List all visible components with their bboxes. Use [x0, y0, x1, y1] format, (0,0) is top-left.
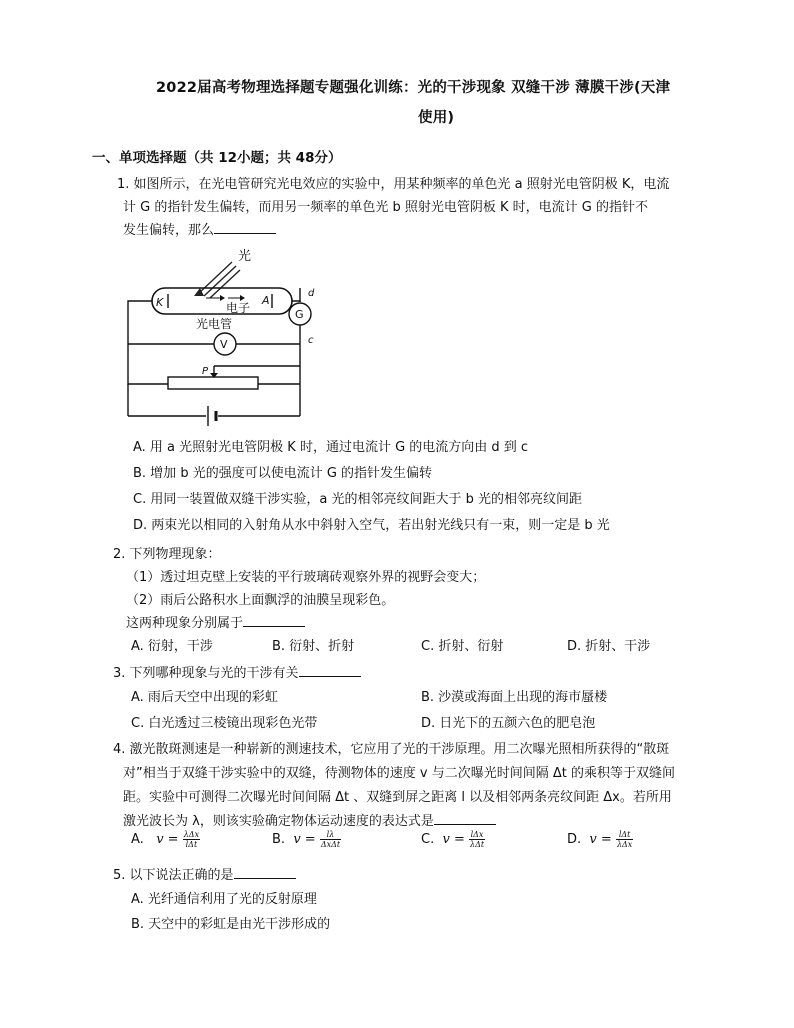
q4-option-d[interactable]: D. v = $\frac{\text{lΔt}}{\text{λΔx}}$	[567, 830, 633, 849]
q2-option-b[interactable]: B. 衍射、折射	[272, 639, 355, 654]
electron-label: 电子	[226, 301, 251, 315]
point-c-label: c	[308, 335, 314, 346]
q2-option-d[interactable]: D. 折射、干涉	[567, 639, 651, 654]
q2-question: 这两种现象分别属于	[126, 612, 305, 631]
q1-stem-line1: 1. 如图所示，在光电管研究光电效应的实验中，用某种频率的单色光 a 照射光电管阴极 K，电流	[117, 177, 670, 192]
q3-option-a[interactable]: A. 雨后天空中出现的彩虹	[131, 690, 278, 705]
q4-option-b[interactable]: B. v = $\frac{l\lambda}{\text{ΔxΔt}}$	[272, 830, 341, 849]
q5-option-b[interactable]: B. 天空中的彩虹是由光干涉形成的	[131, 917, 331, 932]
q1-stem-line3: 发生偏转，那么	[123, 219, 276, 238]
q2-item-1: （1）透过坦克壁上安装的平行玻璃砖观察外界的视野会变大；	[126, 570, 486, 585]
voltmeter-label: V	[220, 338, 228, 351]
answer-blank	[434, 812, 496, 825]
photoelectric-circuit-figure	[124, 240, 324, 430]
phototube-label: 光电管	[196, 317, 233, 331]
q1-stem-line2: 计 G 的指针发生偏转，而用另一频率的单色光 b 照射光电管阴板 K 时，电流计 G 的指针不	[123, 200, 648, 215]
answer-blank	[214, 221, 276, 234]
q3-stem: 3. 下列哪种现象与光的干涉有关	[113, 662, 361, 681]
q1-option-d[interactable]: D. 两束光以相同的入射角从水中斜射入空气，若出射光线只有一束，则一定是 b 光	[133, 518, 610, 533]
q4-stem-line4: 激光波长为 λ，则该实验确定物体运动速度的表达式是	[123, 810, 496, 829]
slider-p-label: P	[202, 366, 209, 377]
q4-stem-line2: 对”相当于双缝干涉实验中的双缝，待测物体的速度 v 与二次曝光时间间隔 Δt 的乘积等于双缝间	[123, 766, 675, 781]
q4-stem-line3: 距。实验中可测得二次曝光时间间隔 Δt 、双缝到屏之距离 l 以及相邻两条亮纹间距 Δx。若所用	[123, 790, 672, 805]
q5-option-a[interactable]: A. 光纤通信利用了光的反射原理	[131, 892, 317, 907]
q1-option-c[interactable]: C. 用同一装置做双缝干涉实验，a 光的相邻亮纹间距大于 b 光的相邻亮纹间距	[133, 492, 582, 507]
q3-option-d[interactable]: D. 日光下的五颜六色的肥皂泡	[421, 716, 596, 731]
fraction: $\frac{\text{λΔx}}{\text{lΔt}}$	[183, 830, 200, 849]
page-title: 2022届高考物理选择题专题强化训练：光的干涉现象 双缝干涉 薄膜干涉(天津	[156, 80, 671, 96]
answer-blank	[299, 664, 361, 677]
q5-stem: 5. 以下说法正确的是	[113, 864, 296, 883]
answer-blank	[234, 866, 296, 879]
point-d-label: d	[308, 288, 315, 299]
galvanometer-label: G	[295, 308, 304, 321]
q2-item-2: （2）雨后公路积水上面飘浮的油膜呈现彩色。	[126, 593, 395, 608]
page-title-continued: 使用)	[418, 110, 455, 126]
q2-option-a[interactable]: A. 衍射，干涉	[131, 639, 213, 654]
q1-option-a[interactable]: A. 用 a 光照射光电管阴极 K 时，通过电流计 G 的电流方向由 d 到 c	[133, 440, 529, 455]
fraction: $\frac{l\lambda}{\text{ΔxΔt}}$	[320, 830, 341, 849]
q1-option-b[interactable]: B. 增加 b 光的强度可以使电流计 G 的指针发生偏转	[133, 466, 433, 481]
fraction: $\frac{\text{lΔx}}{\text{λΔt}}$	[470, 830, 485, 849]
q3-option-b[interactable]: B. 沙漠或海面上出现的海市蜃楼	[421, 690, 608, 705]
q2-stem: 2. 下列物理现象：	[113, 547, 221, 562]
cathode-label: K	[156, 296, 164, 309]
rheostat	[168, 377, 258, 389]
section-heading: 一、单项选择题（共 12小题；共 48分）	[92, 150, 342, 166]
q4-option-a[interactable]: A. v = $\frac{\text{λΔx}}{\text{lΔt}}$	[131, 830, 200, 849]
q4-stem-line1: 4. 激光散斑测速是一种崭新的测速技术，它应用了光的干涉原理。用二次曝光照相所获得的“散斑	[113, 742, 670, 757]
q4-option-c[interactable]: C. v = $\frac{\text{lΔx}}{\text{λΔt}}$	[421, 830, 485, 849]
anode-label: A	[262, 294, 270, 307]
answer-blank	[243, 614, 305, 627]
light-label: 光	[238, 249, 252, 264]
fraction: $\frac{\text{lΔt}}{\text{λΔx}}$	[616, 830, 633, 849]
q2-option-c[interactable]: C. 折射、衍射	[421, 639, 504, 654]
q3-option-c[interactable]: C. 白光透过三棱镜出现彩色光带	[131, 716, 318, 731]
